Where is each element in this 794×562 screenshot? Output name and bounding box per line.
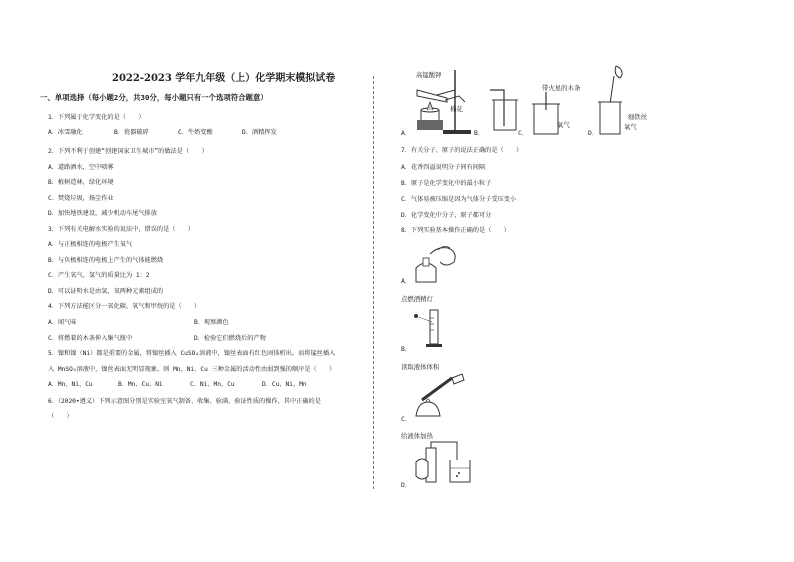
label-wire: 细铁丝 [628, 113, 648, 121]
alcohol-lamp-lighting-icon [408, 240, 464, 286]
q5-option-b: B．Mn、Cu、Ni [118, 381, 163, 388]
label-splint: 带火星的木条 [542, 84, 581, 92]
q6-figure-c [528, 90, 568, 138]
q8-option-a: A． [401, 277, 412, 285]
q8-figure-d [410, 438, 480, 488]
q4-option-d: D．检验它们燃烧后的产物 [194, 335, 266, 342]
q8-caption-c: 给液体加热 [401, 432, 433, 440]
q5-option-a: A．Mn、Ni、Cu [48, 381, 93, 388]
q8-stem: 8．下列实验基本操作正确的是（ ） [401, 227, 510, 234]
airtightness-check-icon [410, 438, 480, 488]
q8-option-c: C． [401, 415, 412, 423]
q1-option-c: C．牛奶变酸 [178, 129, 213, 136]
page-title: 2022-2023 学年九年级（上）化学期末模拟试卷 [112, 73, 336, 84]
oxygen-bottle-splint-icon [528, 90, 568, 138]
label-oxygen-d: 氧气 [624, 123, 637, 131]
q6-stem-line2: （ ） [48, 413, 73, 420]
liquid-heating-test-tube-icon [408, 372, 468, 420]
q6-option-a: A． [401, 129, 412, 137]
q8-option-b: B． [401, 345, 412, 353]
graduated-cylinder-reading-icon [410, 306, 456, 348]
q6-option-c: C． [518, 129, 529, 137]
q5-option-c: C．Ni、Mn、Cu [190, 381, 235, 388]
q4-stem: 4．下列方法能区分一氧化碳、氧气和甲烷的是（ ） [48, 303, 201, 310]
q1-options [48, 129, 277, 137]
q5-stem-line2: 入 MnSO₄溶液中，镍丝表面无明显现象。则 Mn、Ni、Cu 三种金属的活动性由弱到强的顺序是（ ） [48, 366, 336, 373]
q7-stem: 7．有关分子、原子的说法正确的是（ ） [401, 147, 523, 154]
q3-option-c: C．产生氧气、氢气的质量比为 1：2 [48, 272, 150, 279]
q5-stem-line1: 5．镍和镍（Ni）都是重要的金属，将镍丝插入 CuSO₄溶液中，镍丝表面有红色固体析出，而将锰丝插入 [48, 350, 336, 357]
q1-option-d: D．酒精挥发 [242, 129, 277, 136]
q6-option-b: B． [474, 129, 485, 137]
label-kmno4: 高锰酸钾 [416, 71, 442, 79]
q7-option-d: D．化学变化中分子、原子都可分 [401, 212, 492, 219]
q3-stem: 3．下列有关电解水实验的说法中，错误的是（ ） [48, 226, 195, 233]
q4-option-b: B．观察颜色 [194, 319, 229, 326]
q8-option-d: D． [401, 481, 412, 489]
q8-figure-a [408, 240, 464, 286]
q2-option-d: D．加快地铁建设，减少机动车尾气排放 [48, 210, 157, 217]
q8-figure-c [408, 372, 468, 420]
q2-option-b: B．植树造林，绿化环境 [48, 179, 114, 186]
q4-option-c: C．将燃着的木条伸入集气瓶中 [48, 335, 133, 342]
q8-caption-a: 点燃酒精灯 [401, 295, 433, 303]
q7-option-a: A．花香四溢说明分子间有间隔 [401, 164, 486, 171]
q1-option-a: A．冰雪融化 [48, 129, 83, 136]
q1-stem: 1．下列属于化学变化的是（ ） [48, 114, 145, 121]
q5-option-d: D．Cu、Ni、Mn [262, 381, 307, 388]
q4-option-a: A．闻气味 [48, 319, 77, 326]
q3-option-a: A．与正极相连的电极产生氧气 [48, 241, 133, 248]
column-divider [373, 76, 374, 489]
q3-option-d: D．可以证明水是由氢、氧两种元素组成的 [48, 288, 164, 295]
q2-option-a: A．道路洒水，空中喷雾 [48, 164, 114, 171]
q2-option-c: C．焚烧垃圾，扬尘作业 [48, 195, 114, 202]
q5-options [48, 381, 307, 389]
q1-option-b: B．瓷器破碎 [114, 129, 149, 136]
q7-option-c: C．气体易被压缩是因为气体分子受压变小 [401, 196, 517, 203]
q7-option-b: B．原子是化学变化中的最小粒子 [401, 180, 492, 187]
label-cotton: 棉花 [450, 105, 463, 113]
q8-figure-b [410, 306, 456, 348]
q3-option-b: B．与负极相连的电极上产生的气体能燃烧 [48, 257, 164, 264]
label-oxygen-c: 氧气 [557, 121, 570, 129]
q2-stem: 2．下列不利于创建“创建国家卫生城市”的做法是（ ） [48, 148, 208, 155]
q8-caption-b: 读取液体体积 [401, 363, 440, 371]
q6-option-d: D． [588, 129, 599, 137]
section-heading: 一、单项选择（每小题2分，共30分，每小题只有一个选项符合题意） [40, 93, 268, 102]
q6-stem-line1: 6．（2020•遵义）下列示意图分别是实验室氧气制备、收集、验满、验证性质的操作，其中正确的是 [48, 398, 321, 405]
